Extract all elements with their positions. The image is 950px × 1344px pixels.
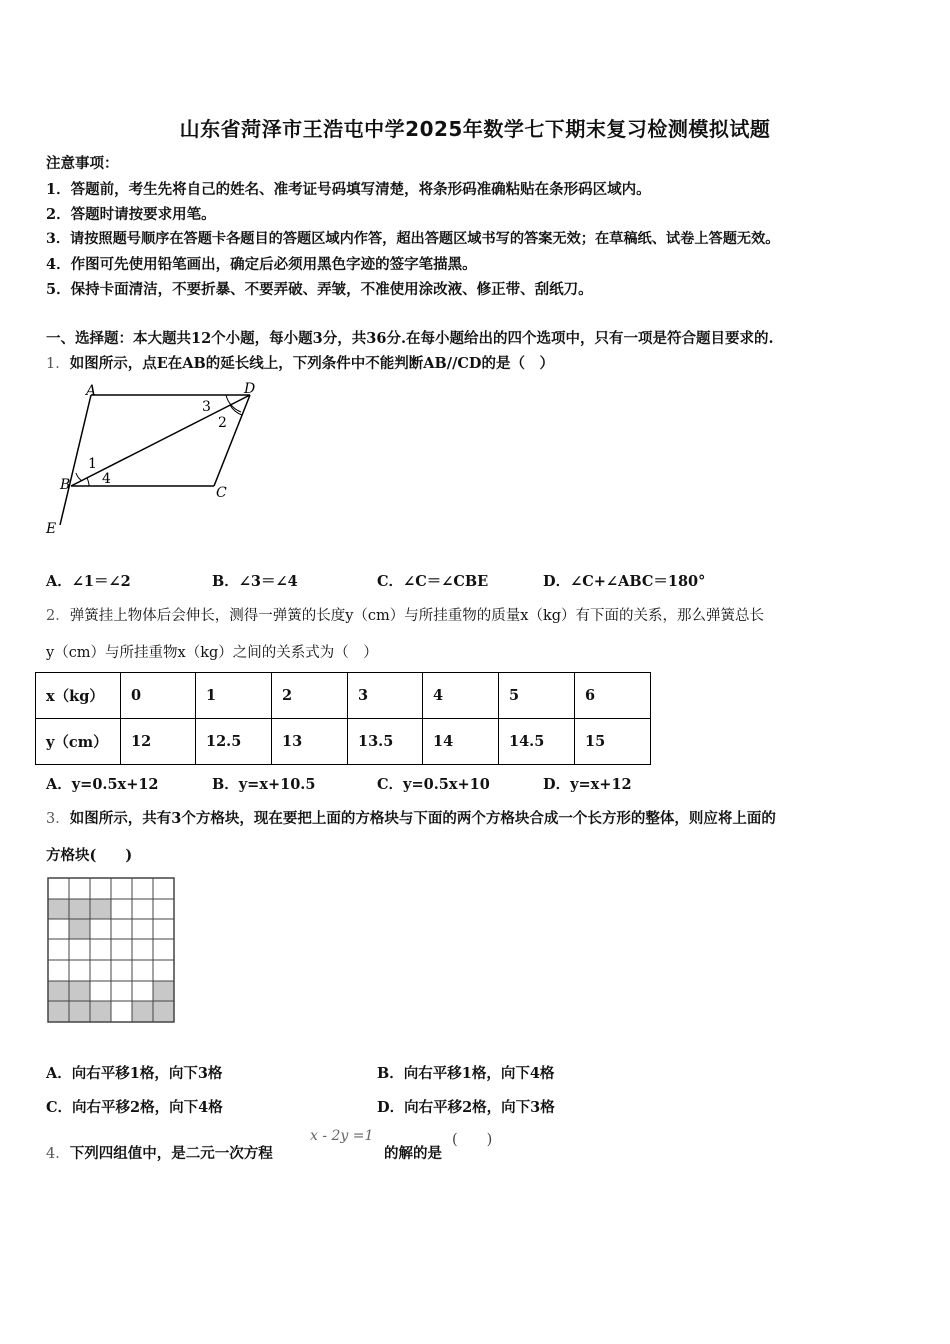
notice-heading: 注意事项： — [46, 155, 119, 172]
table-cell: 0 — [121, 673, 196, 719]
question-text: 如图所示，共有3个方格块，现在要把上面的方格块与下面的两个方格块合成一个长方形的整体，则应将上面的 — [69, 810, 776, 827]
question-2-line2: y（cm）与所挂重物x（kg）之间的关系式为（ ） — [46, 645, 378, 661]
q2-option-c: C．y=0.5x+10 — [377, 776, 490, 793]
table-cell: 12 — [121, 719, 196, 765]
question-1 — [46, 352, 554, 373]
table-cell: 1 — [196, 673, 272, 719]
page-title: 山东省菏泽市王浩屯中学2025年数学七下期末复习检测模拟试题 — [179, 117, 771, 141]
table-row — [36, 673, 651, 719]
diagonal-bd — [71, 395, 250, 486]
label-d: D — [244, 381, 256, 397]
question-number: 2． — [46, 608, 70, 624]
q1-option-b: B．∠3＝∠4 — [212, 573, 298, 590]
question-3 — [46, 807, 776, 828]
question-number: 4． — [46, 1146, 70, 1162]
q3-option-c: C．向右平移2格，向下4格 — [46, 1099, 223, 1116]
q3-option-a: A．向右平移1格，向下3格 — [46, 1065, 223, 1082]
angle-arc-1 — [76, 473, 82, 481]
table-row — [36, 719, 651, 765]
label-a: A — [86, 383, 97, 399]
notice-item: 2．答题时请按要求用笔。 — [46, 206, 216, 223]
shaded-cell — [69, 919, 90, 939]
angle-label-4: 4 — [102, 471, 111, 487]
line-abe — [60, 395, 91, 525]
grid-figure — [47, 877, 177, 1025]
table-cell: 13 — [272, 719, 348, 765]
question-number: 1． — [46, 356, 70, 372]
table-cell: 6 — [575, 673, 651, 719]
table-cell: y（cm） — [36, 719, 121, 765]
table-cell: 14 — [423, 719, 499, 765]
q3-option-d: D．向右平移2格，向下3格 — [377, 1099, 555, 1116]
notice-item: 5．保持卡面清洁，不要折暴、不要弄破、弄皱，不准使用涂改液、修正带、刮纸刀。 — [46, 281, 593, 298]
question-text: 如图所示，点E在AB的延长线上，下列条件中不能判断AB//CD的是（ ） — [69, 355, 555, 372]
q2-option-d: D．y=x+12 — [543, 776, 632, 793]
table-cell: 13.5 — [348, 719, 423, 765]
angle-arc-4 — [87, 478, 89, 486]
q1-option-d: D．∠C+∠ABC＝180° — [543, 573, 706, 590]
question-4 — [46, 1142, 273, 1163]
section-heading: 一、选择题：本大题共12个小题，每小题3分，共36分.在每小题给出的四个选项中，只有一项是符合题目要求的. — [46, 330, 774, 347]
q2-option-a: A．y=0.5x+12 — [46, 776, 159, 793]
equation: x - 2y =1 — [310, 1128, 374, 1144]
question-text: 弹簧挂上物体后会伸长，测得一弹簧的长度y（cm）与所挂重物的质量x（kg）有下面的关系，那么弹簧总长 — [69, 608, 765, 624]
shaded-cell — [90, 1001, 111, 1022]
question-text: 下列四组值中，是二元一次方程 — [69, 1145, 273, 1162]
notice-item: 3．请按照题号顺序在答题卡各题目的答题区域内作答，超出答题区域书写的答案无效；在草稿纸、试卷上答题无效。 — [46, 231, 780, 247]
question-4-text-b: 的解的是 — [384, 1145, 442, 1162]
q2-option-b: B．y=x+10.5 — [212, 776, 316, 793]
table-cell: 14.5 — [499, 719, 575, 765]
q1-option-c: C．∠C＝∠CBE — [377, 573, 489, 590]
answer-paren: ( ) — [452, 1132, 493, 1148]
table-cell: 15 — [575, 719, 651, 765]
angle-label-2: 2 — [218, 415, 227, 431]
parallelogram-figure — [40, 375, 280, 540]
shaded-cell — [90, 899, 111, 919]
label-b: B — [60, 477, 71, 493]
q1-option-a: A．∠1＝∠2 — [46, 573, 131, 590]
angle-label-3: 3 — [202, 399, 211, 415]
table-cell: 3 — [348, 673, 423, 719]
question-2 — [46, 604, 764, 625]
table-cell: 12.5 — [196, 719, 272, 765]
question-number: 3． — [46, 811, 70, 827]
notice-item: 4．作图可先使用铅笔画出，确定后必须用黑色字迹的签字笔描黑。 — [46, 256, 477, 273]
table-cell: 5 — [499, 673, 575, 719]
label-c: C — [216, 485, 227, 501]
table-cell: 4 — [423, 673, 499, 719]
table-cell: x（kg） — [36, 673, 121, 719]
notice-item: 1．答题前，考生先将自己的姓名、准考证号码填写清楚，将条形码准确粘贴在条形码区域内。 — [46, 181, 651, 198]
angle-label-1: 1 — [88, 456, 97, 472]
shaded-cell — [132, 1001, 153, 1022]
table-cell: 2 — [272, 673, 348, 719]
spring-table — [35, 672, 651, 765]
question-3-line2: 方格块( ) — [46, 847, 133, 864]
q3-option-b: B．向右平移1格，向下4格 — [377, 1065, 555, 1082]
label-e: E — [46, 521, 57, 537]
